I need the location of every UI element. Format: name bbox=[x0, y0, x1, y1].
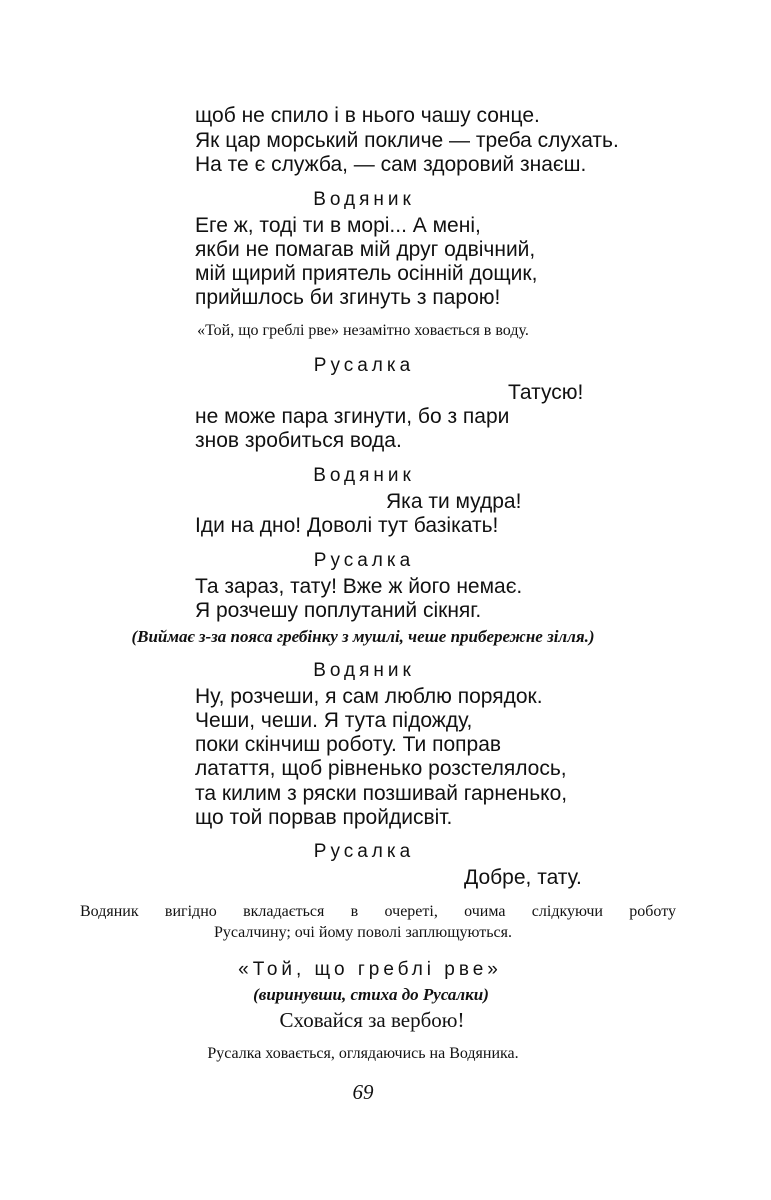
verse-line: Ну, розчеши, я сам люблю порядок. bbox=[195, 685, 543, 708]
verse-line: не може пара згинути, бо з пари bbox=[195, 405, 510, 428]
speaker-name: Русалка bbox=[313, 355, 415, 376]
speaker-name: Водяник bbox=[313, 189, 415, 210]
verse-line: латаття, щоб рівненько розстелялось, bbox=[195, 757, 567, 780]
verse-line: що той порвав пройдисвіт. bbox=[195, 806, 453, 829]
verse-line: та килим з ряски позшивай гарненько, bbox=[195, 782, 568, 805]
verse-line: якби не помагав мій друг одвічний, bbox=[195, 238, 536, 261]
verse-line: поки скінчиш роботу. Ти поправ bbox=[195, 733, 502, 756]
verse-line: прийшлось би згинуть з парою! bbox=[195, 286, 501, 309]
verse-line: Татусю! bbox=[508, 381, 584, 404]
verse-line: Як цар морський покличе — треба слухать. bbox=[195, 129, 619, 152]
verse-line: Чеши, чеши. Я тута підожду, bbox=[195, 709, 473, 732]
verse-line: Еге ж, тоді ти в морі... А мені, bbox=[195, 214, 481, 237]
verse-line: Сховайся за вербою! bbox=[279, 1008, 465, 1032]
verse-line: Я розчешу поплутаний сікняг. bbox=[195, 599, 482, 622]
speaker-name: Русалка bbox=[313, 550, 415, 571]
verse-line: знов зробиться вода. bbox=[195, 429, 402, 452]
stage-direction: Русалчину; очі йому поволі заплющуються. bbox=[213, 924, 513, 941]
speaker-name: Русалка bbox=[313, 841, 415, 862]
speaker-name: «Той, що греблі рве» bbox=[238, 959, 502, 980]
verse-line: На те є служба, — сам здоровий знаєш. bbox=[195, 153, 587, 176]
verse-line: Та зараз, тату! Вже ж його немає. bbox=[195, 575, 523, 598]
verse-line: Яка ти мудра! bbox=[386, 490, 522, 513]
speaker-name: Водяник bbox=[313, 660, 415, 681]
verse-line: Іди на дно! Доволі тут базікать! bbox=[195, 514, 499, 537]
page-number: 69 bbox=[352, 1080, 374, 1104]
verse-line: щоб не спило і в нього чашу сонце. bbox=[195, 104, 540, 127]
stage-direction: «Той, що греблі рве» незамітно ховається в воду. bbox=[197, 322, 529, 339]
verse-line: Добре, тату. bbox=[464, 866, 582, 889]
stage-direction: Русалка ховається, оглядаючись на Водяника. bbox=[207, 1045, 519, 1062]
verse-line: мій щирий приятель осінній дощик, bbox=[195, 262, 538, 285]
stage-direction: (Виймає з-за пояса гребінку з мушлі, чеше прибережне зілля.) bbox=[131, 627, 595, 646]
stage-direction: (виринувши, стиха до Русалки) bbox=[253, 985, 489, 1004]
stage-direction: Водяник вигідно вкладається в очереті, очима слідкуючи роботу bbox=[80, 903, 676, 920]
speaker-name: Водяник bbox=[313, 465, 415, 486]
